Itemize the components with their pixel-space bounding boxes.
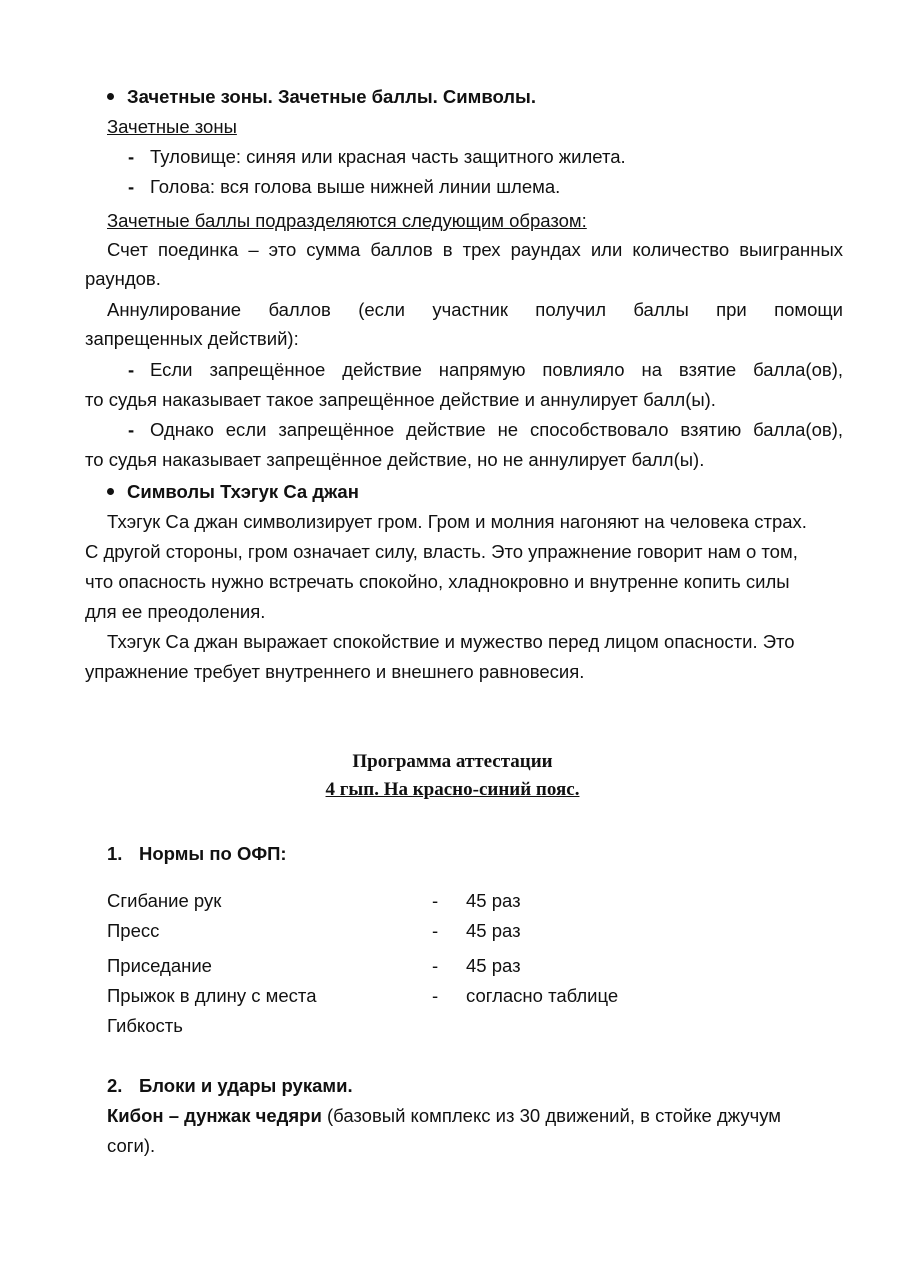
kibon-description: (базовый комплекс из 30 движений, в стойке джучум [321,1105,781,1126]
ofp-row-value: согласно таблице [466,985,619,1006]
points-title: Зачетные баллы подразделяются следующим образом: [107,210,587,231]
bullet-heading-scoring [107,84,536,110]
ofp-row-name: Сгибание рук [107,890,222,911]
dash-marker: - [128,359,135,380]
zone-item-torso: Туловище: синяя или красная часть защитного жилета. [150,146,626,167]
ofp-heading: Нормы по ОФП: [139,843,287,864]
ofp-heading-number: 1. [107,843,123,864]
ofp-row-dash: - [432,920,439,941]
score-line-2: раундов. [85,268,161,289]
ofp-row-value: 45 раз [466,920,521,941]
rule2-line-1: Однако если запрещённое действие не способствовало взятию балла(ов), [150,419,843,440]
annul-line-1: Аннулирование баллов (если участник получил баллы при помощи [107,299,843,320]
ofp-row-name: Прыжок в длину с места [107,985,317,1006]
annul-line-2: запрещенных действий): [85,328,299,349]
ofp-row-dash: - [432,955,439,976]
dash-marker: - [128,146,135,167]
ofp-row-dash: - [432,890,439,911]
ofp-row-value: 45 раз [466,955,521,976]
score-line-1: Счет поединка – это сумма баллов в трех раундах или количество выигранных [107,239,843,260]
heading-text: Зачетные зоны. Зачетные баллы. Символы. [127,86,536,107]
symbols-p1-line-2: С другой стороны, гром означает силу, власть. Это упражнение говорит нам о том, [85,541,798,562]
ofp-row-value: 45 раз [466,890,521,911]
ofp-row-name: Приседание [107,955,212,976]
symbols-p2-line-1: Тхэгук Са джан выражает спокойствие и мужество перед лицом опасности. Это [107,631,795,652]
zones-title: Зачетные зоны [107,116,237,137]
dash-marker: - [128,176,135,197]
kibon-line-1 [107,1103,781,1129]
kibon-line-2: соги). [107,1135,156,1156]
symbols-p1-line-3: что опасность нужно встречать спокойно, хладнокровно и внутренне копить силы [85,571,790,592]
ofp-row-dash: - [432,985,439,1006]
zone-item-head: Голова: вся голова выше нижней линии шлема. [150,176,561,197]
bullet-icon [107,93,114,100]
program-title: Программа аттестации [352,751,553,772]
symbols-p1-line-1: Тхэгук Са джан символизирует гром. Гром и молния нагоняют на человека страх. [107,511,807,532]
ofp-row-name: Гибкость [107,1015,183,1036]
dash-marker: - [128,419,135,440]
bullet-icon [107,488,114,495]
rule2-line-2: то судья наказывает запрещённое действие, но не аннулирует балл(ы). [85,449,705,470]
blocks-heading: Блоки и удары руками. [139,1075,353,1096]
heading-text: Символы Тхэгук Са джан [127,481,359,502]
ofp-row-name: Пресс [107,920,160,941]
bullet-heading-symbols [107,479,359,505]
rule1-line-2: то судья наказывает такое запрещённое действие и аннулирует балл(ы). [85,389,716,410]
rule1-line-1: Если запрещённое действие напрямую повлияло на взятие балла(ов), [150,359,843,380]
kibon-bold-name: Кибон – дунжак чедяри [107,1105,322,1126]
blocks-heading-number: 2. [107,1075,123,1096]
symbols-p1-line-4: для ее преодоления. [85,601,266,622]
symbols-p2-line-2: упражнение требует внутреннего и внешнего равновесия. [85,661,585,682]
program-subtitle: 4 гып. На красно-синий пояс. [325,779,580,800]
